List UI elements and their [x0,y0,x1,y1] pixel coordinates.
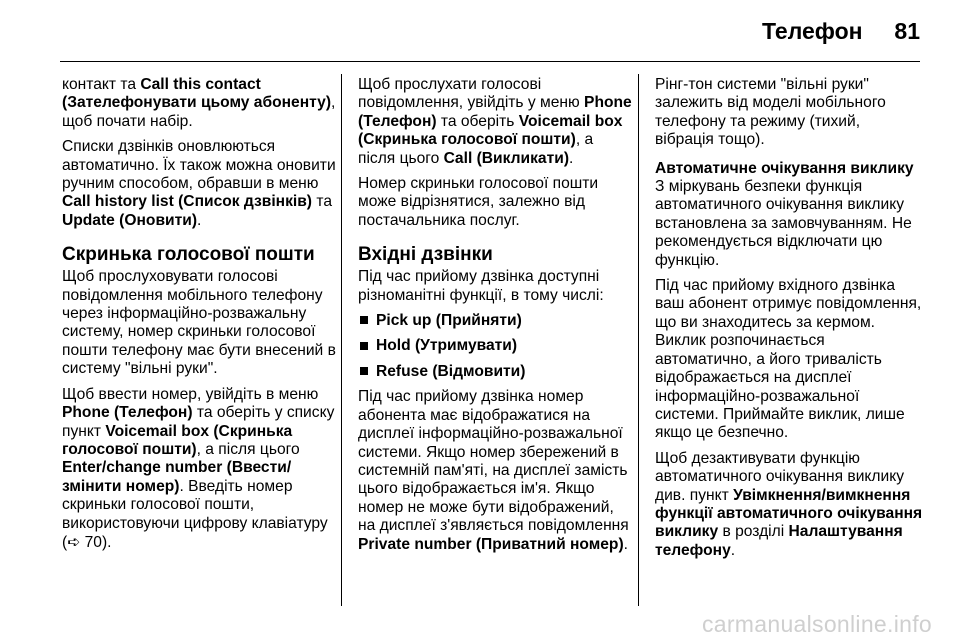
column-divider-1 [341,74,342,606]
page-reference-link[interactable]: 70). [84,533,112,551]
watermark: carmanualsonline.info [701,611,932,637]
bullet-square-icon [360,367,368,375]
column-1 [62,76,336,559]
paragraph: Щоб дезактивувати функцію автоматичного очікування виклику див. пункт Увімкнення/вимкнення функції автоматичного очікування виклику в розділі Налаштування телефону. [655,449,923,559]
paragraph: Щоб прослухати голосові повідомлення, увійдіть у меню Phone (Телефон) та оберіть Voicemail box (Скринька голосової пошти), а після цього Call (Викликати). [358,76,632,167]
paragraph: Списки дзвінків оновлюються автоматично. Їх також можна оновити ручним способом, обравши в меню Call history list (Список дзвінків) та Update (Оновити). [62,138,336,229]
paragraph: Щоб ввести номер, увійдіть в меню Phone (Телефон) та оберіть у списку пункт Voicemail box (Скринька голосової пошти), а після цього Enter/change number (Ввести/змінити номер). Введіть номер скриньки голосової пошти, використовуючи цифрову клавіатуру (➪ 70). [62,385,335,551]
page-title: Телефон [762,18,863,44]
column-3 [655,76,923,567]
paragraph: Щоб прослуховувати голосові повідомлення мобільного телефону через інформаційно-розважальну систему, номер скриньки голосової пошти телефону має бути внесений в систему "вільні руки". [62,268,336,378]
section-heading-incoming-calls: Вхідні дзвінки [358,244,493,266]
list-item: Pick up (Прийняти) [358,312,632,330]
header-divider [60,61,920,62]
paragraph: Під час прийому дзвінка доступні різноманітні функції, в тому числі: [358,268,604,304]
section-heading-auto-answer: Автоматичне очікування виклику [655,159,914,177]
paragraph: контакт та Call this contact (Зателефонувати цьому абоненту), щоб почати набір. [62,76,336,130]
paragraph: Під час прийому дзвінка номер абонента має відображатися на дисплеї інформаційно-розважальної системи. Якщо номер збережений в системній пам'яті, на дисплеї замість цього відображається ім'я. Якщо номер не може бути відображений, на дисплеї з'являється повідомлення Private number (Приватний номер). [358,388,629,553]
page-number: 81 [894,18,920,44]
column-divider-2 [638,74,639,606]
list-item: Hold (Утримувати) [358,337,632,355]
call-functions-list [358,312,632,381]
paragraph: Рінг-тон системи "вільні руки" залежить від моделі мобільного телефону та режиму (тихий, вібрація тощо). [655,76,886,149]
column-2 [358,76,632,561]
paragraph: Номер скриньки голосової пошти може відрізнятися, залежно від постачальника послуг. [358,175,599,229]
paragraph: З міркувань безпеки функція автоматичного очікування виклику встановлена за замовчуванням. Не рекомендується відключати цю функцію. [655,178,912,269]
bullet-square-icon [360,342,368,350]
section-heading-voicemail: Скринька голосової пошти [62,244,315,266]
list-item: Refuse (Відмовити) [358,363,632,381]
bullet-square-icon [360,316,368,324]
paragraph: Під час прийому вхідного дзвінка ваш абонент отримує повідомлення, що ви знаходитесь за кермом. Виклик розпочинається автоматично, а його тривалість відображається на дисплеї інформаційно-розважальної системи. Приймайте виклик, лише якщо це безпечно. [655,277,922,442]
page-reference-arrow-icon[interactable]: ➪ [67,532,81,551]
